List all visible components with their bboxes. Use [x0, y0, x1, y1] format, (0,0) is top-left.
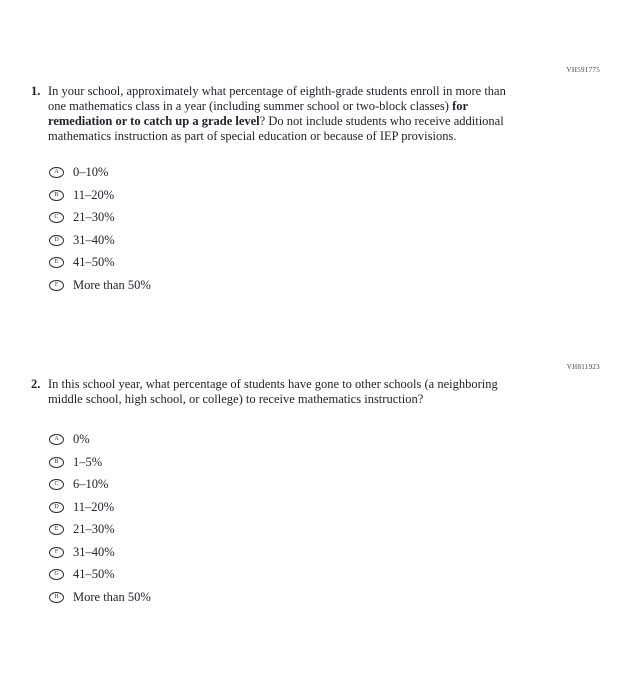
answer-bubble-b[interactable]: B [49, 190, 64, 201]
question-2-accession-code: VH811923 [566, 363, 600, 371]
option-label: 31–40% [73, 232, 115, 247]
question-1-options [49, 166, 151, 301]
option-row [49, 478, 151, 491]
option-label: More than 50% [73, 277, 151, 292]
answer-bubble-c[interactable]: C [49, 479, 64, 490]
option-label: 21–30% [73, 522, 115, 536]
question-2-text [48, 377, 506, 407]
answer-bubble-a[interactable]: A [49, 434, 64, 445]
option-row [49, 433, 151, 446]
answer-bubble-f[interactable]: F [49, 280, 64, 291]
answer-bubble-e[interactable]: E [49, 524, 64, 535]
option-row [49, 211, 151, 224]
question-1-text-bold: for remediation or to catch up a grade level [48, 99, 468, 128]
question-2-options [49, 433, 151, 613]
option-row [49, 256, 151, 269]
answer-bubble-f[interactable]: F [49, 547, 64, 558]
option-row [49, 456, 151, 469]
option-label: 6–10% [73, 477, 109, 491]
question-2-number: 2. [31, 377, 41, 391]
answer-bubble-h[interactable]: H [49, 592, 64, 603]
option-row [49, 234, 151, 247]
option-label: 11–20% [73, 499, 115, 514]
option-row [49, 279, 151, 292]
question-1-text [48, 84, 506, 144]
answer-bubble-e[interactable]: E [49, 257, 64, 268]
question-1-text-end: ? Do not include students who receive additional mathematics instruction as part of special education or because of IEP provisions. [48, 114, 504, 143]
option-label: 11–20% [73, 187, 115, 202]
question-1-number: 1. [31, 84, 41, 98]
option-row [49, 568, 151, 581]
question-1-text-start: In your school, approximately what percentage of eighth-grade students enroll in more than one mathematics class in a year (including summer school or two-block classes) [48, 84, 506, 113]
option-row [49, 501, 151, 514]
answer-bubble-g[interactable]: G [49, 569, 64, 580]
option-label: 31–40% [73, 544, 115, 559]
option-label: 0% [73, 432, 90, 446]
option-label: 0–10% [73, 165, 109, 179]
answer-bubble-d[interactable]: D [49, 502, 64, 513]
question-1-accession-code: VH591775 [566, 66, 600, 74]
option-row [49, 591, 151, 604]
option-label: 1–5% [73, 454, 103, 469]
option-label: More than 50% [73, 589, 151, 604]
answer-bubble-c[interactable]: C [49, 212, 64, 223]
question-2 [31, 377, 506, 407]
option-row [49, 166, 151, 179]
option-row [49, 189, 151, 202]
answer-bubble-b[interactable]: B [49, 457, 64, 468]
option-label: 41–50% [73, 567, 115, 581]
option-label: 21–30% [73, 210, 115, 224]
question-2-text-start: In this school year, what percentage of students have gone to other schools (a neighboring middle school, high school, or college) to receive mathematics instruction? [48, 377, 498, 406]
option-row [49, 546, 151, 559]
option-label: 41–50% [73, 255, 115, 269]
option-row [49, 523, 151, 536]
answer-bubble-d[interactable]: D [49, 235, 64, 246]
answer-bubble-a[interactable]: A [49, 167, 64, 178]
question-1 [31, 84, 506, 144]
